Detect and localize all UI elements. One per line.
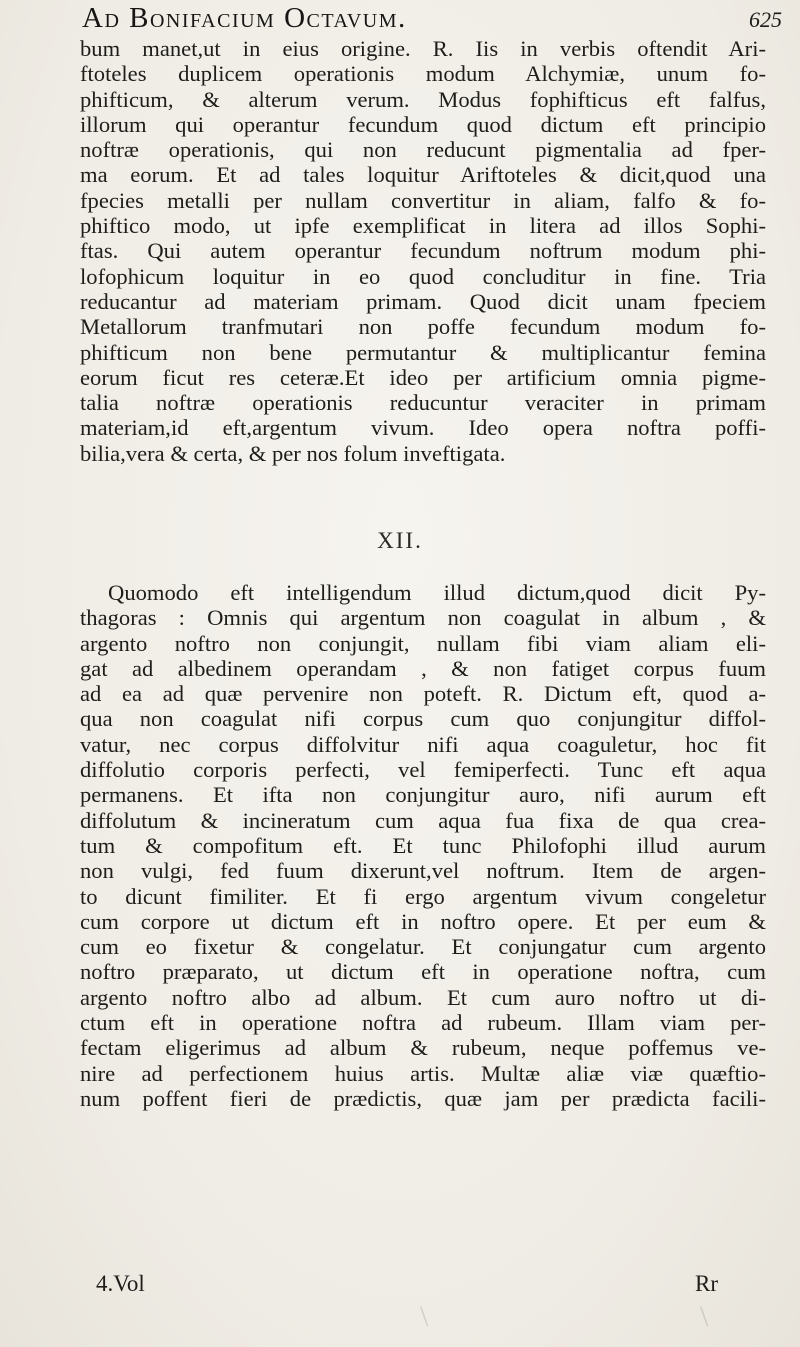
volume-mark: 4.Vol [96, 1271, 145, 1296]
text-line: diffolutio corporis perfecti, vel femiperfecti. Tunc eft aqua [80, 757, 766, 783]
text-line: reducantur ad materiam primam. Quod dicit unam fpeciem [80, 288, 766, 314]
text-line: talia noftræ operationis reducuntur veraciter in primam [80, 390, 766, 416]
chapter-heading: XII. [377, 528, 423, 553]
text-line: num poffent fieri de prædictis, quæ jam per prædicta facili- [80, 1085, 766, 1111]
text-line: bum manet,ut in eius origine. R. Iis in verbis oftendit Ari- [80, 36, 766, 61]
text-line: gat ad albedinem operandam , & non fatiget corpus fuum [80, 655, 766, 681]
text-line: argento noftro non conjungit, nullam fibi viam aliam eli- [80, 630, 766, 656]
text-line: eorum ficut res ceteræ.Et ideo per artificium omnia pigme- [80, 364, 766, 390]
text-line: vatur, nec corpus diffolvitur nifi aqua coaguletur, hoc fit [80, 731, 766, 757]
text-line: phifticum non bene permutantur & multiplicantur femina [80, 339, 766, 365]
text-line: ftoteles duplicem operationis modum Alchymiæ, unum fo- [80, 61, 766, 87]
text-line: to dicunt fimiliter. Et fi ergo argentum vivum congeletur [80, 883, 766, 909]
text-line: fectam eligerimus ad album & rubeum, neque poffemus ve- [80, 1035, 766, 1061]
show-through-mark: \ [420, 1300, 429, 1333]
paragraph-2 [80, 580, 766, 1111]
text-line: materiam,id eft,argentum vivum. Ideo opera noftra poffi- [80, 415, 766, 441]
text-line: lofophicum loquitur in eo quod concluditur in fine. Tria [80, 263, 766, 289]
paragraph-1 [80, 36, 766, 466]
text-line: ctum eft in operatione noftra ad rubeum. Illam viam per- [80, 1010, 766, 1036]
text-line: bilia,vera & certa, & per nos folum inveftigata. [80, 440, 506, 466]
page-header [82, 2, 782, 36]
page-number: 625 [749, 7, 782, 32]
text-line: diffolutum & incineratum cum aqua fua fixa de qua crea- [80, 807, 766, 833]
text-line: fpecies metalli per nullam convertitur in aliam, falfo & fo- [80, 187, 766, 213]
running-head: Ad Bonifacium Octavum. [82, 2, 407, 34]
text-line: illorum qui operantur fecundum quod dictum eft principio [80, 111, 766, 137]
text-line: argento noftro albo ad album. Et cum auro noftro ut di- [80, 984, 766, 1010]
text-line: noftræ operationis, qui non reducunt pigmentalia ad fper- [80, 137, 766, 163]
signature-mark: Rr [695, 1271, 718, 1296]
text-line: phifticum, & alterum verum. Modus fophifticus eft falfus, [80, 86, 766, 112]
text-line: cum corpore ut dictum eft in noftro opere. Et per eum & [80, 908, 766, 934]
text-line: nire ad perfectionem huius artis. Multæ aliæ viæ quæftio- [80, 1060, 766, 1086]
text-line: Metallorum tranfmutari non poffe fecundum modum fo- [80, 314, 766, 340]
text-line: phiftico modo, ut ipfe exemplificat in litera ad illos Sophi- [80, 213, 766, 239]
page-footer [96, 1271, 736, 1297]
text-line: ad ea ad quæ pervenire non poteft. R. Dictum eft, quod a- [80, 681, 766, 707]
text-line: qua non coagulat nifi corpus cum quo conjungitur diffol- [80, 706, 766, 732]
text-line: thagoras : Omnis qui argentum non coagulat in album , & [80, 605, 766, 631]
text-line: tum & compofitum eft. Et tunc Philofophi illud aurum [80, 832, 766, 858]
text-line: ftas. Qui autem operantur fecundum noftrum modum phi- [80, 238, 766, 264]
text-line: ma eorum. Et ad tales loquitur Ariftoteles & dicit,quod una [80, 162, 766, 188]
show-through-mark: \ [700, 1300, 709, 1333]
text-line: cum eo fixetur & congelatur. Et conjungatur cum argento [80, 934, 766, 960]
text-line: Quomodo eft intelligendum illud dictum,quod dicit Py- [108, 580, 766, 605]
text-line: noftro præparato, ut dictum eft in operatione noftra, cum [80, 959, 766, 985]
text-line: permanens. Et ifta non conjungitur auro, nifi aurum eft [80, 782, 766, 808]
text-line: non vulgi, fed fuum dixerunt,vel noftrum. Item de argen- [80, 858, 766, 884]
